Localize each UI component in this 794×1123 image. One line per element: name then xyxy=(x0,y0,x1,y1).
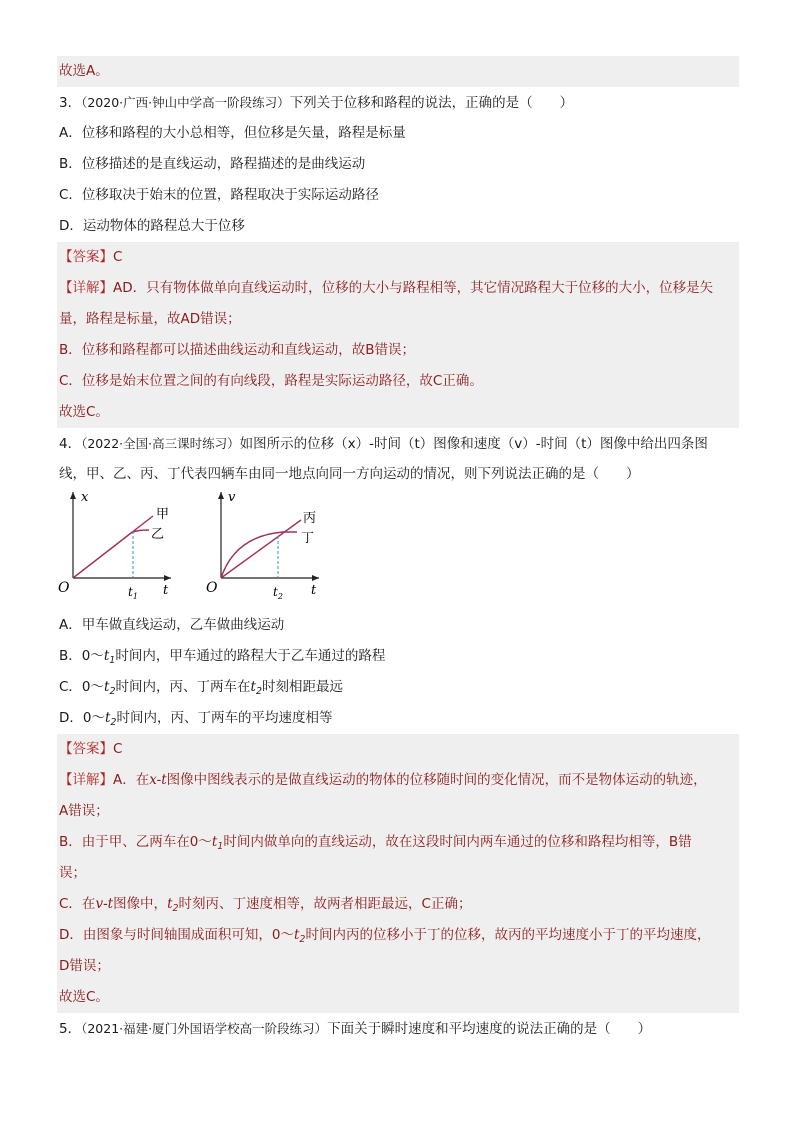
q4-answer xyxy=(57,734,739,765)
q4-stem-2: 线，甲、乙、丙、丁代表四辆车由同一地点向同一方向运动的情况，则下列说法正确的是（ ） xyxy=(59,466,640,482)
question-text: 下列关于位移和路程的说法，正确的是（ ） xyxy=(289,95,574,111)
q4-option-b: B．$0\sim t_1$时间内，甲车通过的路程大于乙车通过的路程 xyxy=(59,648,386,666)
q4-detail-2b: 误； xyxy=(57,858,739,889)
question-source: （2020·广西·钟山中学高一阶段练习） xyxy=(81,95,290,110)
q3-detail-3: C．位移是始末位置之间的有向线段，路程是实际运动路径，故C正确。 xyxy=(57,366,739,397)
detail-tag: 【详解】 xyxy=(59,772,113,788)
vt-graph xyxy=(206,490,319,601)
xt-x-label: t xyxy=(163,583,169,598)
q4-detail-1b: A错误； xyxy=(57,796,739,827)
question-number: 4． xyxy=(59,436,82,452)
vt-x-label: t xyxy=(311,583,317,598)
answer-value: C xyxy=(113,741,123,757)
question-source: （2022·全国·高三课时练习） xyxy=(81,436,240,451)
q3-detail-2: B．位移和路程都可以描述曲线运动和直线运动，故B错误； xyxy=(57,335,739,366)
q4-detail-4: D．由图象与时间轴围成面积可知，$0\sim t_2$时间内丙的位移小于丁的位移，故丙的平均速度小于丁的平均速度， xyxy=(57,920,739,951)
xt-line-yi xyxy=(73,530,149,578)
detail-text: AD．只有物体做单向直线运动时，位移的大小与路程相等，其它情况路程大于位移的大小，位移是矢 xyxy=(113,280,714,296)
q3-option-b: B．位移描述的是直线运动，路程描述的是曲线运动 xyxy=(59,156,366,172)
xt-t1-label: $t_1$ xyxy=(128,585,138,601)
xt-curve-jia-label: 甲 xyxy=(156,507,170,522)
q4-detail-2: B．由于甲、乙两车在$0\sim t_1$时间内做单向的直线运动，故在这段时间内两车通过的位移和路程均相等，B错 xyxy=(57,827,739,858)
q3-detail-1b: 量，路程是标量，故AD错误； xyxy=(57,304,739,335)
q5-stem xyxy=(57,1013,739,1044)
q4-detail-1: 【详解】A．在x-t图像中图线表示的是做直线运动的物体的位移随时间的变化情况，而不是物体运动的轨迹， xyxy=(57,765,739,796)
q4-option-d: D．$0\sim t_2$时间内，丙、丁两车的平均速度相等 xyxy=(59,710,333,728)
question-number: 3． xyxy=(59,95,82,111)
page-content xyxy=(57,56,739,1044)
q4-conclusion: 故选C。 xyxy=(57,982,739,1013)
q3-option-d: D．运动物体的路程总大于位移 xyxy=(59,218,245,234)
q4-detail-3: C．在v-t图像中，$t_2$时刻丙、丁速度相等，故两者相距最远，C正确； xyxy=(57,889,739,920)
q4-detail-4b: D错误； xyxy=(57,951,739,982)
q3-answer xyxy=(57,242,739,273)
answer-value: C xyxy=(113,249,123,265)
vt-curve-ding-label: 丁 xyxy=(301,531,315,546)
question-text: 如图所示的位移（x）-时间（t）图像和速度（v）-时间（t）图像中给出四条图 xyxy=(239,436,708,452)
q3-option-a: A．位移和路程的大小总相等，但位移是矢量，路程是标量 xyxy=(59,125,406,141)
q4-option-a: A．甲车做直线运动，乙车做曲线运动 xyxy=(59,617,285,633)
question-text: 下面关于瞬时速度和平均速度的说法正确的是（ ） xyxy=(327,1021,652,1037)
vt-line-bing xyxy=(221,520,301,578)
vt-y-label: v xyxy=(228,490,236,505)
answer-tag: 【答案】 xyxy=(59,249,113,265)
detail-tag: 【详解】 xyxy=(59,280,113,296)
q3-stem xyxy=(57,87,739,118)
question-source: （2021·福建·厦门外国语学校高一阶段练习） xyxy=(81,1021,328,1036)
q4-option-c: C．$0\sim t_2$时间内，丙、丁两车在$t_2$时刻相距最远 xyxy=(59,679,343,697)
q2-conclusion xyxy=(57,56,739,87)
xt-y-label: x xyxy=(81,490,89,505)
q3-option-c: C．位移取决于始末的位置，路程取决于实际运动路径 xyxy=(59,187,379,203)
q3-detail-1 xyxy=(57,273,739,304)
xt-origin-label: O xyxy=(58,580,70,596)
q4-graphs-svg xyxy=(57,490,357,610)
vt-curve-bing-label: 丙 xyxy=(303,511,317,526)
answer-tag: 【答案】 xyxy=(59,741,113,757)
q4-stem xyxy=(57,428,739,459)
question-number: 5． xyxy=(59,1021,82,1037)
vt-t2-label: $t_2$ xyxy=(273,585,283,601)
conclusion-text: 故选A。 xyxy=(59,63,109,79)
q3-conclusion: 故选C。 xyxy=(57,397,739,428)
vt-origin-label: O xyxy=(206,580,218,596)
vt-line-ding xyxy=(221,532,297,578)
xt-curve-yi-label: 乙 xyxy=(151,527,165,542)
xt-graph xyxy=(58,490,171,601)
q4-figure xyxy=(57,490,739,610)
